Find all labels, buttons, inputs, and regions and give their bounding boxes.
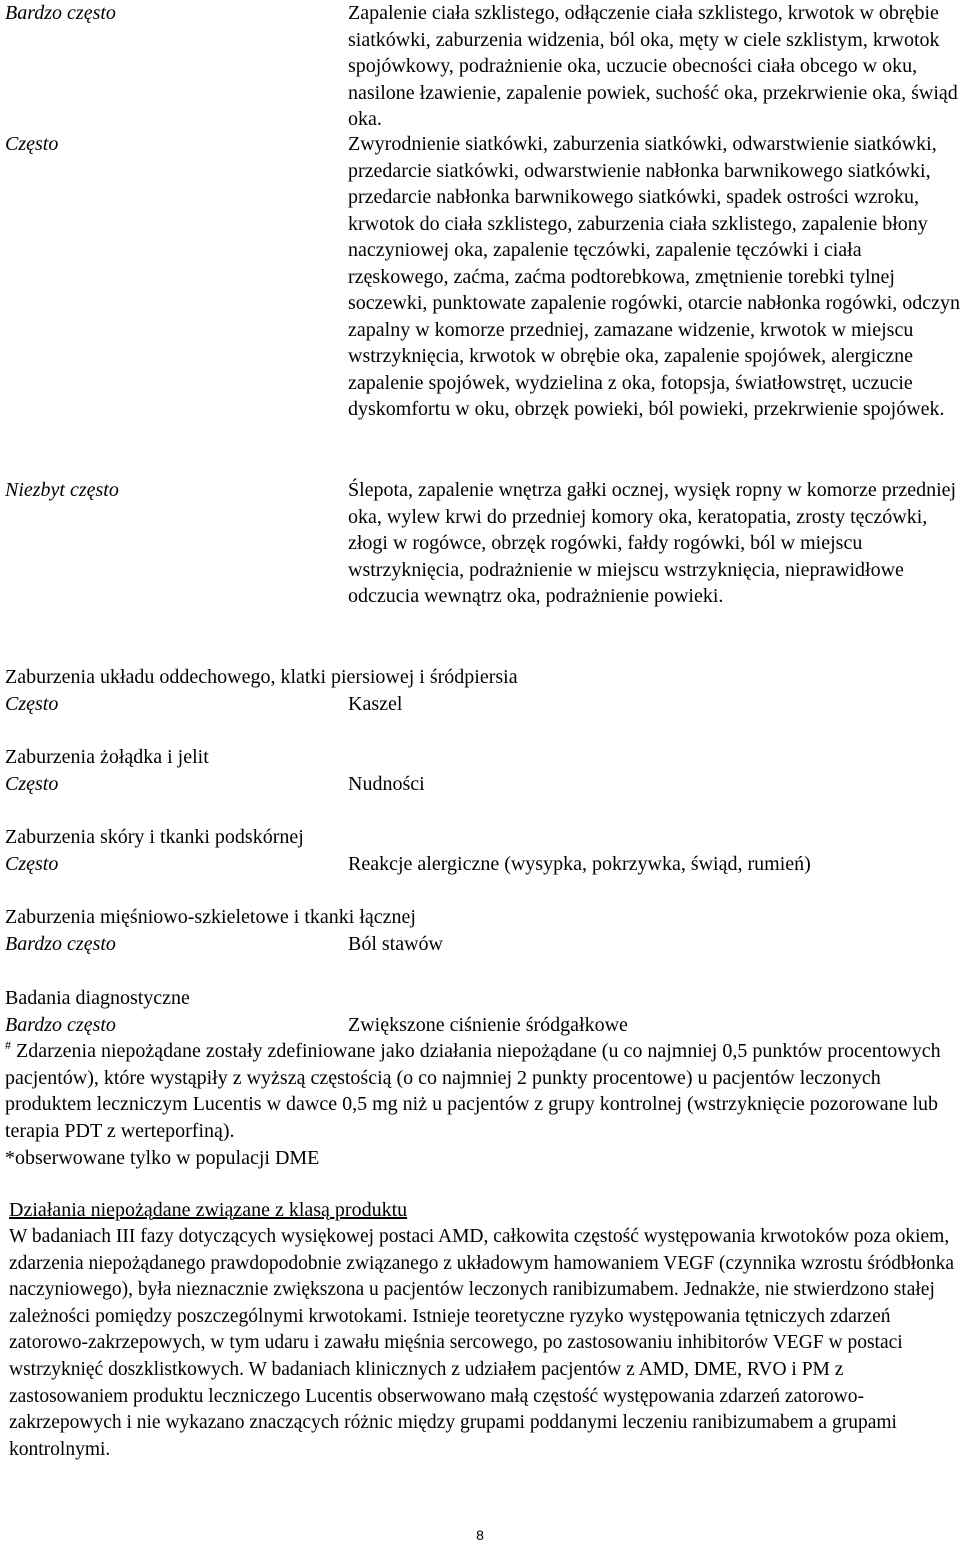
adverse-effects-text: Zapalenie ciała szklistego, odłączenie ciała szklistego, krwotok w obrębie siatkówki, zaburzenia widzenia, ból oka, męty w ciele szklistym, krwotok spojówkowy, podrażnienie oka, uczucie obecności ciała obcego w oku, nasilone łzawienie, zapalenie powiek, suchość oka, przekrwienie oka, świąd oka. — [348, 2, 958, 130]
organ-class-entry — [5, 691, 960, 718]
adverse-effect: Nudności — [348, 773, 425, 795]
frequency-label: Niezbyt często — [5, 479, 119, 501]
organ-class-entry — [5, 771, 960, 798]
frequency-label: Często — [5, 853, 59, 875]
organ-class-heading: Zaburzenia mięśniowo-szkieletowe i tkanki łącznej — [5, 906, 416, 928]
organ-class-heading: Zaburzenia skóry i tkanki podskórnej — [5, 826, 304, 848]
organ-class-entry — [5, 931, 960, 958]
page-number: 8 — [476, 1527, 484, 1543]
adverse-effects-text: Ślepota, zapalenie wnętrza gałki ocznej, wysięk ropny w komorze przedniej oka, wylew krwi do przedniej komory oka, keratopatia, zrosty tęczówki, złogi w rogówce, obrzęk rogówki, fałdy rogówki, ból w miejscu wstrzyknięcia, podrażnienie w miejscu wstrzyknięcia, nieprawidłowe odczucia wewnątrz oka, podrażnienie powieki. — [348, 479, 957, 607]
organ-class-heading: Zaburzenia układu oddechowego, klatki piersiowej i śródpiersia — [5, 666, 518, 688]
frequency-label: Bardzo często — [5, 933, 116, 955]
footnote-hash — [5, 1038, 960, 1144]
organ-class-entry — [5, 1012, 960, 1039]
footnote-text: Zdarzenia niepożądane zostały zdefiniowane jako działania niepożądane (u co najmniej 0,5 punktów procentowych pacjentów), które wystąpiły z wyższą częstością (o co najmniej 2 punkty procentowe) u pacjentów leczonych produktem leczniczym Lucentis w dawce 0,5 mg niż u pacjentów z grupy kontrolnej (wstrzyknięcie pozorowane lub terapia PDT z werteporfiną). — [5, 1040, 941, 1142]
adverse-effect: Reakcje alergiczne (wysypka, pokrzywka, świąd, rumień) — [348, 853, 811, 875]
organ-class-heading: Zaburzenia żołądka i jelit — [5, 746, 209, 768]
footnote-dme: *obserwowane tylko w populacji DME — [5, 1147, 320, 1169]
frequency-label: Bardzo często — [5, 1014, 116, 1036]
frequency-label: Często — [5, 693, 59, 715]
frequency-label: Często — [5, 773, 59, 795]
frequency-label: Bardzo często — [5, 2, 116, 24]
footnote-marker: # — [5, 1038, 11, 1052]
section-title: Działania niepożądane związane z klasą produktu — [9, 1199, 408, 1221]
frequency-label: Często — [5, 133, 59, 155]
adverse-effect: Zwiększone ciśnienie śródgałkowe — [348, 1014, 628, 1036]
section-body: W badaniach III fazy dotyczących wysiękowej postaci AMD, całkowita częstość występowania krwotoków poza okiem, zdarzenia niepożądanego prawdopodobnie związanego z układowym hamowaniem VEGF (czynnika wzrostu śródbłonka naczyniowego), była nieznacznie zwiększona u pacjentów leczonych ranibizumabem. Jednakże, nie stwierdzono stałej zależności pomiędzy poszczególnymi krwotokami. Istnieje teoretyczne ryzyko występowania tętniczych zdarzeń zatorowo-zakrzepowych, w tym udaru i zawału mięśnia sercowego, po zastosowaniu inhibitorów VEGF w postaci wstrzyknięć doszklistkowych. W badaniach klinicznych z udziałem pacjentów z AMD, DME, RVO i PM z zastosowaniem produktu leczniczego Lucentis obserwowano małą częstość występowania zdarzeń zatorowo-zakrzepowych i nie wykazano znaczących różnic między grupami poddanymi leczeniu ranibizumabem a grupami kontrolnymi. — [9, 1226, 955, 1460]
adverse-effect: Kaszel — [348, 693, 403, 715]
organ-class-entry — [5, 851, 960, 878]
adverse-effect: Ból stawów — [348, 933, 443, 955]
adverse-effects-text: Zwyrodnienie siatkówki, zaburzenia siatkówki, odwarstwienie siatkówki, przedarcie siatkówki, odwarstwienie nabłonka barwnikowego siatkówki, przedarcie nabłonka barwnikowego siatkówki, spadek ostrości wzroku, krwotok do ciała szklistego, zaburzenia ciała szklistego, zapalenie błony naczyniowej oka, zapalenie tęczówki, zapalenie tęczówki i ciała rzęskowego, zaćma, zaćma podtorebkowa, zmętnienie torebki tylnej soczewki, punktowate zapalenie rogówki, otarcie nabłonka rogówki, odczyn zapalny w komorze przedniej, zamazane widzenie, krwotok w miejscu wstrzyknięcia, krwotok w obrębie oka, zapalenie spojówek, alergiczne zapalenie spojówek, wydzielina z oka, fotopsja, światłowstręt, uczucie dyskomfortu w oku, obrzęk powieki, ból powieki, przekrwienie spojówek. — [348, 133, 960, 420]
organ-class-heading: Badania diagnostyczne — [5, 987, 190, 1009]
